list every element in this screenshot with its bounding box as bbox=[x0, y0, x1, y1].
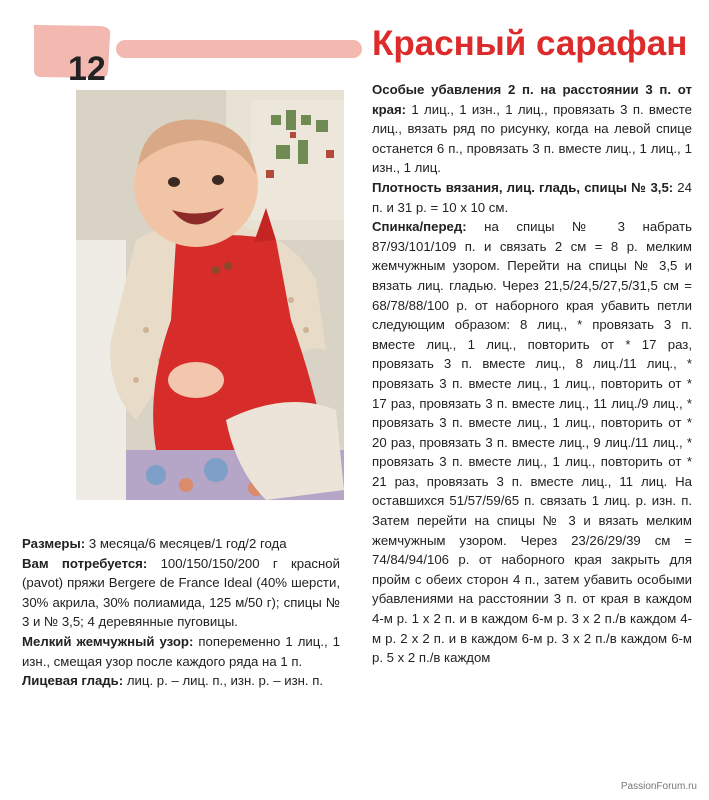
sizes-text: 3 месяца/6 месяцев/1 год/2 года bbox=[85, 536, 287, 551]
left-text-column bbox=[22, 534, 340, 691]
decrease-label: Особые убавления 2 п. на расстоянии 3 п. от края: bbox=[372, 82, 692, 117]
decrease-text: 1 лиц., 1 изн., 1 лиц., провязать 3 п. вместе лиц., вязать ряд по рисунку, когда на левой спице останется 6 п., провязать 3 п. вместе лиц., 1 лиц., 1 изн., 1 лиц. bbox=[372, 101, 692, 176]
sizes-label: Размеры: bbox=[22, 536, 86, 551]
gauge-paragraph bbox=[372, 178, 692, 217]
stockinette-paragraph bbox=[22, 671, 340, 691]
stockinette-text: лиц. р. – лиц. п., изн. р. – изн. п. bbox=[123, 673, 324, 689]
back-front-text: на спицы № 3 набрать 87/93/101/109 п. и связать 2 см = 8 р. мелким жемчужным узором. Перейти на спицы № 3,5 и вязать лиц. гладью. Через 21,5/24,5/27,5/31,5 см = 68/78/88/100 р. от наборного края убавить петли следующим образом: 8 лиц., * провязать 3 п. вместе лиц., 1 лиц., повторить от * 17 раз, провязать 3 п. вместе лиц., 8 лиц./11 лиц., * провязать 3 п. вместе лиц., 1 лиц., повторить от * 17 раз, провязать 3 п. вместе лиц., 11 лиц./9 лиц., * провязать 3 п. вместе лиц., 1 лиц., повторить от * 20 раз, провязать 3 п. вместе лиц., 9 лиц./11 лиц., * провязать 3 п. вместе лиц., 1 лиц., повторить от * 21 раз, провязать 3 п. вместе лиц., 11 лиц. На оставшихся 51/57/59/65 п. связать 1 лиц. р. изн. п. Затем перейти на спицы № 3 и вязать мелким жемчужным узором. Через 23/26/29/39 см = 74/84/94/106 р. от наборного края закрыть для пройм с обеих сторон 4 п., затем убавить особыми убавлениями на расстоянии 3 п. от края в каждом 4-м р. 1 х 2 п. и в каждом 6-м р. 3 х 2 п./в каждом 4-м р. 2 х 2 п. и в каждом 6-м р. 3 х 2 п./в каждом 6-м р. 5 х 2 п./в каждом bbox=[372, 219, 692, 666]
sizes-paragraph bbox=[22, 534, 340, 554]
materials-text: 100/150/150/200 г красной (pavot) пряжи Bergere de France Ideal (40% шерсти, 30% акрила, 30% полиамида, 125 м/50 г); спицы № 3 и № 3,5; 4 деревянные пуговицы. bbox=[22, 555, 340, 630]
pattern-number-badge bbox=[30, 22, 114, 88]
site-watermark: PassionForum.ru bbox=[620, 781, 697, 792]
gauge-label: Плотность вязания, лиц. гладь, спицы № 3,5: bbox=[372, 179, 674, 195]
embroidered-pillow bbox=[251, 100, 344, 220]
right-text-column bbox=[372, 80, 692, 668]
materials-paragraph bbox=[22, 554, 340, 632]
stockinette-label: Лицевая гладь: bbox=[22, 673, 124, 689]
pearl-stitch-paragraph bbox=[22, 632, 340, 671]
decrease-paragraph bbox=[372, 80, 692, 178]
materials-label: Вам потребуется: bbox=[22, 555, 148, 571]
pearl-stitch-label: Мелкий жемчужный узор: bbox=[22, 633, 194, 649]
baby-photo bbox=[76, 90, 344, 500]
pattern-number: 12 bbox=[68, 50, 106, 88]
gauge-text: 24 п. и 31 р. = 10 х 10 см. bbox=[372, 179, 692, 215]
pearl-stitch-text: попеременно 1 лиц., 1 изн., смещая узор после каждого ряда на 1 п. bbox=[22, 633, 340, 669]
back-front-paragraph bbox=[372, 217, 692, 668]
page-title: Красный сарафан bbox=[372, 24, 688, 63]
header-divider-bar bbox=[116, 40, 362, 58]
back-front-label: Спинка/перед: bbox=[372, 219, 467, 235]
